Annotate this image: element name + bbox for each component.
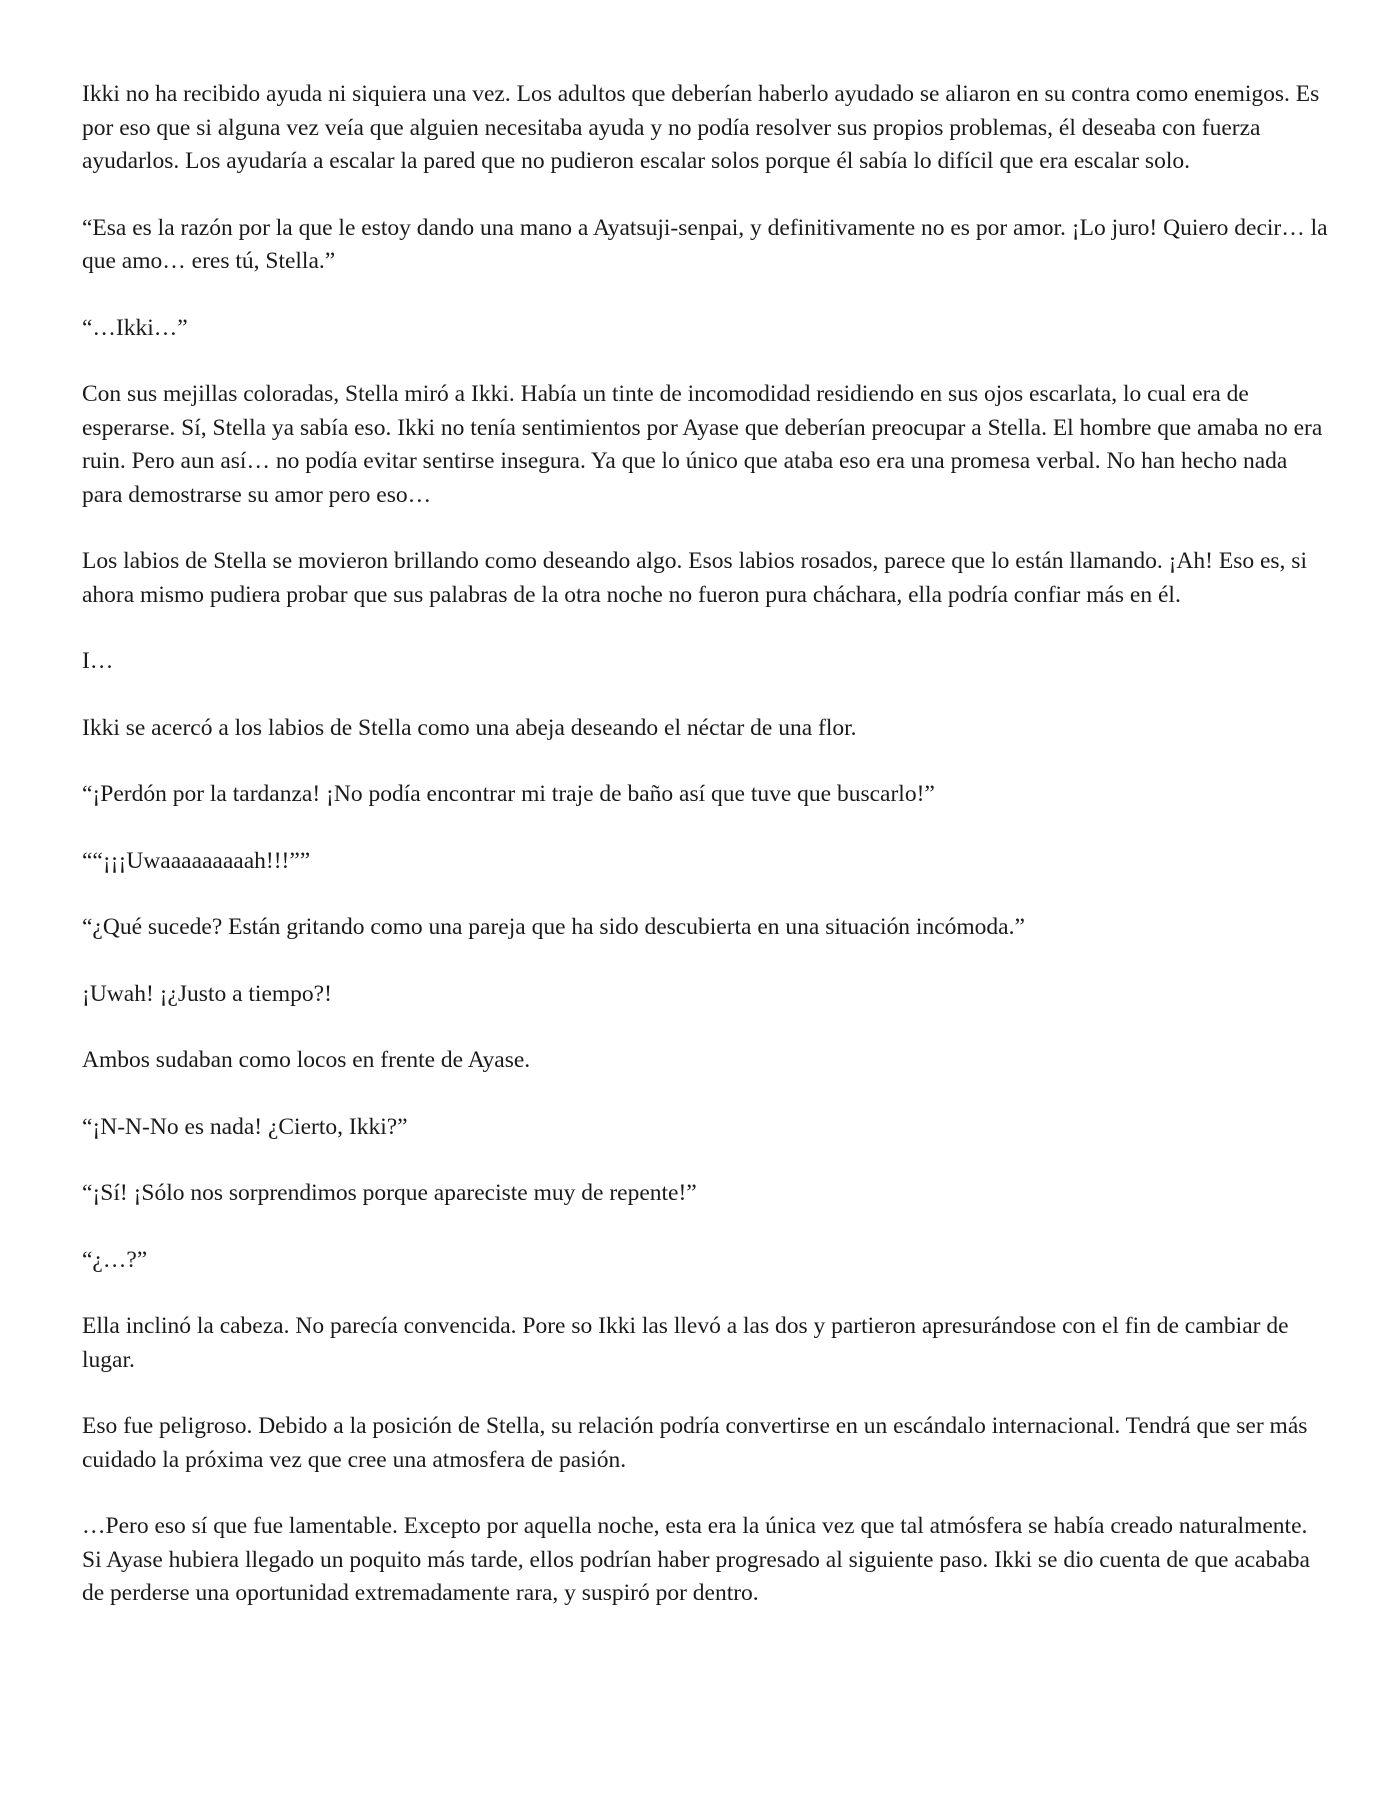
paragraph-2: “Esa es la razón por la que le estoy dando una mano a Ayatsuji-senpai, y definitivamente no es por amor. ¡Lo juro! Quiero decir… la que amo… eres tú, Stella.” [82,214,1328,274]
paragraph-15: “¿…?” [82,1246,148,1273]
paragraph-9: ““¡¡¡Uwaaaaaaaaah!!!”” [82,847,311,874]
paragraph-7: Ikki se acercó a los labios de Stella como una abeja deseando el néctar de una flor. [82,714,857,741]
paragraph-12: Ambos sudaban como locos en frente de Ayase. [82,1047,531,1073]
paragraph-4: Con sus mejillas coloradas, Stella miró a Ikki. Había un tinte de incomodidad residiendo en sus ojos escarlata, lo cual era de esperarse. Sí, Stella ya sabía eso. Ikki no tenía sentimientos por Ayase que deberían preocupar a Stella. El hombre que amaba no era ruin. Pero aun así… no podía evitar sentirse insegura. Ya que lo único que ataba eso era una promesa verbal. No han hecho nada para demostrarse su amor pero eso… [82,381,1323,508]
document-page [82,78,1332,1644]
paragraph-18: …Pero eso sí que fue lamentable. Excepto por aquella noche, esta era la única vez que tal atmósfera se había creado naturalmente. Si Ayase hubiera llegado un poquito más tarde, ellos podrían haber progresado al siguiente paso. Ikki se dio cuenta de que acababa de perderse una oportunidad extremadamente rara, y suspiró por dentro. [82,1513,1310,1606]
paragraph-14: “¡Sí! ¡Sólo nos sorprendimos porque apareciste muy de repente!” [82,1180,697,1206]
paragraph-3: “…Ikki…” [82,314,188,341]
paragraph-1: Ikki no ha recibido ayuda ni siquiera una vez. Los adultos que deberían haberlo ayudado se aliaron en su contra como enemigos. Es por eso que si alguna vez veía que alguien necesitaba ayuda y no podía resolver sus propios problemas, él deseaba con fuerza ayudarlos. Los ayudaría a escalar la pared que no pudieron escalar solos porque él sabía lo difícil que era escalar solo. [82,81,1320,174]
paragraph-10: “¿Qué sucede? Están gritando como una pareja que ha sido descubierta en una situación incómoda.” [82,914,1025,940]
paragraph-13: “¡N-N-No es nada! ¿Cierto, Ikki?” [82,1113,408,1140]
paragraph-8: “¡Perdón por la tardanza! ¡No podía encontrar mi traje de baño así que tuve que buscarlo!” [82,781,935,807]
paragraph-5: Los labios de Stella se movieron brillando como deseando algo. Esos labios rosados, parece que lo están llamando. ¡Ah! Eso es, si ahora mismo pudiera probar que sus palabras de la otra noche no fueron pura cháchara, ella podría confiar más en él. [82,548,1307,608]
paragraph-17: Eso fue peligroso. Debido a la posición de Stella, su relación podría convertirse en un escándalo internacional. Tendrá que ser más cuidado la próxima vez que cree una atmosfera de pasión. [82,1413,1308,1473]
paragraph-16: Ella inclinó la cabeza. No parecía convencida. Pore so Ikki las llevó a las dos y partieron apresurándose con el fin de cambiar de lugar. [82,1313,1289,1373]
paragraph-11: ¡Uwah! ¡¿Justo a tiempo?! [82,980,332,1007]
paragraph-6: I… [82,648,114,674]
